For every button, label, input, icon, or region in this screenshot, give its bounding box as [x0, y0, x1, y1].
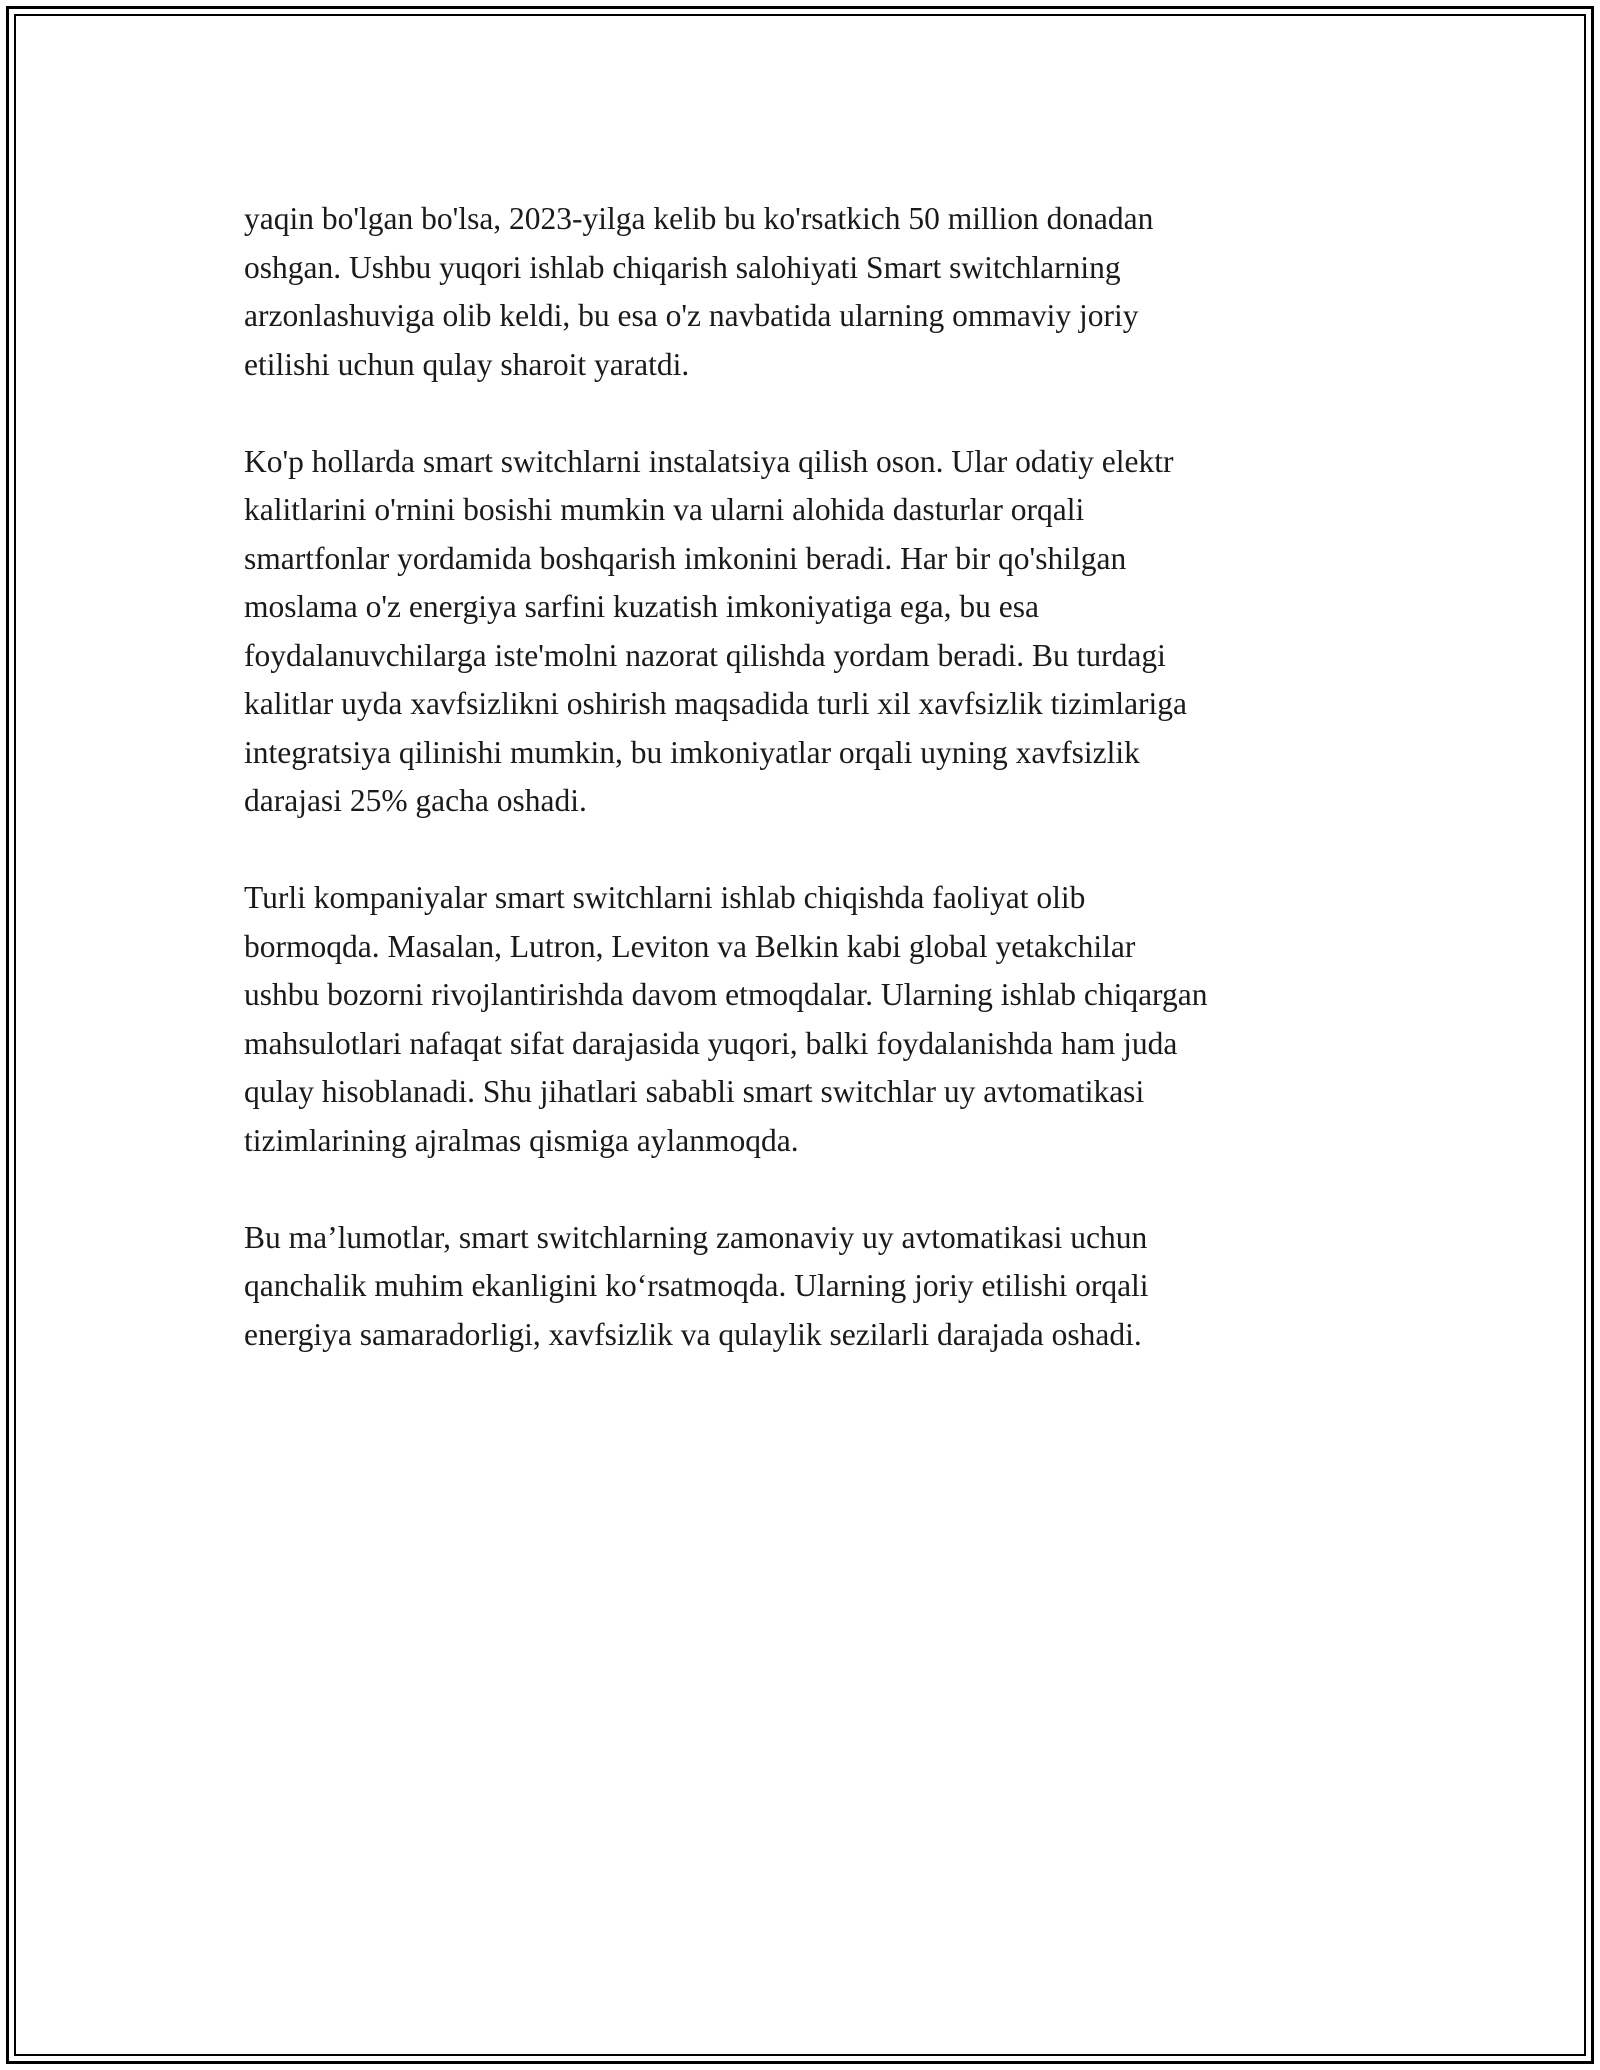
- text-line: oshgan. Ushbu yuqori ishlab chiqarish salohiyati Smart switchlarning: [244, 249, 1121, 285]
- text-line: smartfonlar yordamida boshqarish imkonini beradi. Har bir qo'shilgan: [244, 540, 1127, 576]
- text-line: darajasi 25% gacha oshadi.: [244, 783, 587, 818]
- text-line: Bu ma’lumotlar, smart switchlarning zamonaviy uy avtomatikasi uchun: [244, 1219, 1148, 1255]
- text-line: Turli kompaniyalar smart switchlarni ishlab chiqishda faoliyat olib: [244, 880, 1086, 915]
- text-line: kalitlar uyda xavfsizlikni oshirish maqsadida turli xil xavfsizlik tizimlariga: [244, 686, 1188, 721]
- text-line: energiya samaradorligi, xavfsizlik va qulaylik sezilarli darajada oshadi.: [244, 1316, 1142, 1352]
- text-line: bormoqda. Masalan, Lutron, Leviton va Belkin kabi global yetakchilar: [244, 928, 1136, 964]
- text-line: integratsiya qilinishi mumkin, bu imkoniyatlar orqali uyning xavfsizlik: [244, 734, 1140, 770]
- text-line: ushbu bozorni rivojlantirishda davom etmoqdalar. Ularning ishlab chiqargan: [244, 977, 1208, 1012]
- text-line: yaqin bo'lgan bo'lsa, 2023-yilga kelib bu ko'rsatkich 50 million donadan: [244, 201, 1154, 236]
- paragraph-companies: [244, 874, 1384, 1165]
- document-body: [244, 195, 1384, 1408]
- text-line: arzonlashuviga olib keldi, bu esa o'z navbatida ularning ommaviy joriy: [244, 298, 1139, 333]
- text-line: Ko'p hollarda smart switchlarni instalatsiya qilish oson. Ular odatiy elektr: [244, 443, 1174, 479]
- paragraph-production: [244, 195, 1384, 389]
- text-line: etilishi uchun qulay sharoit yaratdi.: [244, 346, 690, 382]
- text-line: qulay hisoblanadi. Shu jihatlari sababli smart switchlar uy avtomatikasi: [244, 1074, 1145, 1109]
- paragraph-installation: [244, 438, 1384, 826]
- text-line: tizimlarining ajralmas qismiga aylanmoqda.: [244, 1122, 799, 1158]
- paragraph-conclusion: [244, 1214, 1384, 1360]
- text-line: moslama o'z energiya sarfini kuzatish imkoniyatiga ega, bu esa: [244, 589, 1039, 624]
- text-line: foydalanuvchilarga iste'molni nazorat qilishda yordam beradi. Bu turdagi: [244, 637, 1166, 673]
- text-line: qanchalik muhim ekanligini ko‘rsatmoqda. Ularning joriy etilishi orqali: [244, 1268, 1149, 1303]
- text-line: kalitlarini o'rnini bosishi mumkin va ularni alohida dasturlar orqali: [244, 492, 1085, 527]
- page-border: [6, 6, 1594, 2064]
- text-line: mahsulotlari nafaqat sifat darajasida yuqori, balki foydalanishda ham juda: [244, 1025, 1178, 1061]
